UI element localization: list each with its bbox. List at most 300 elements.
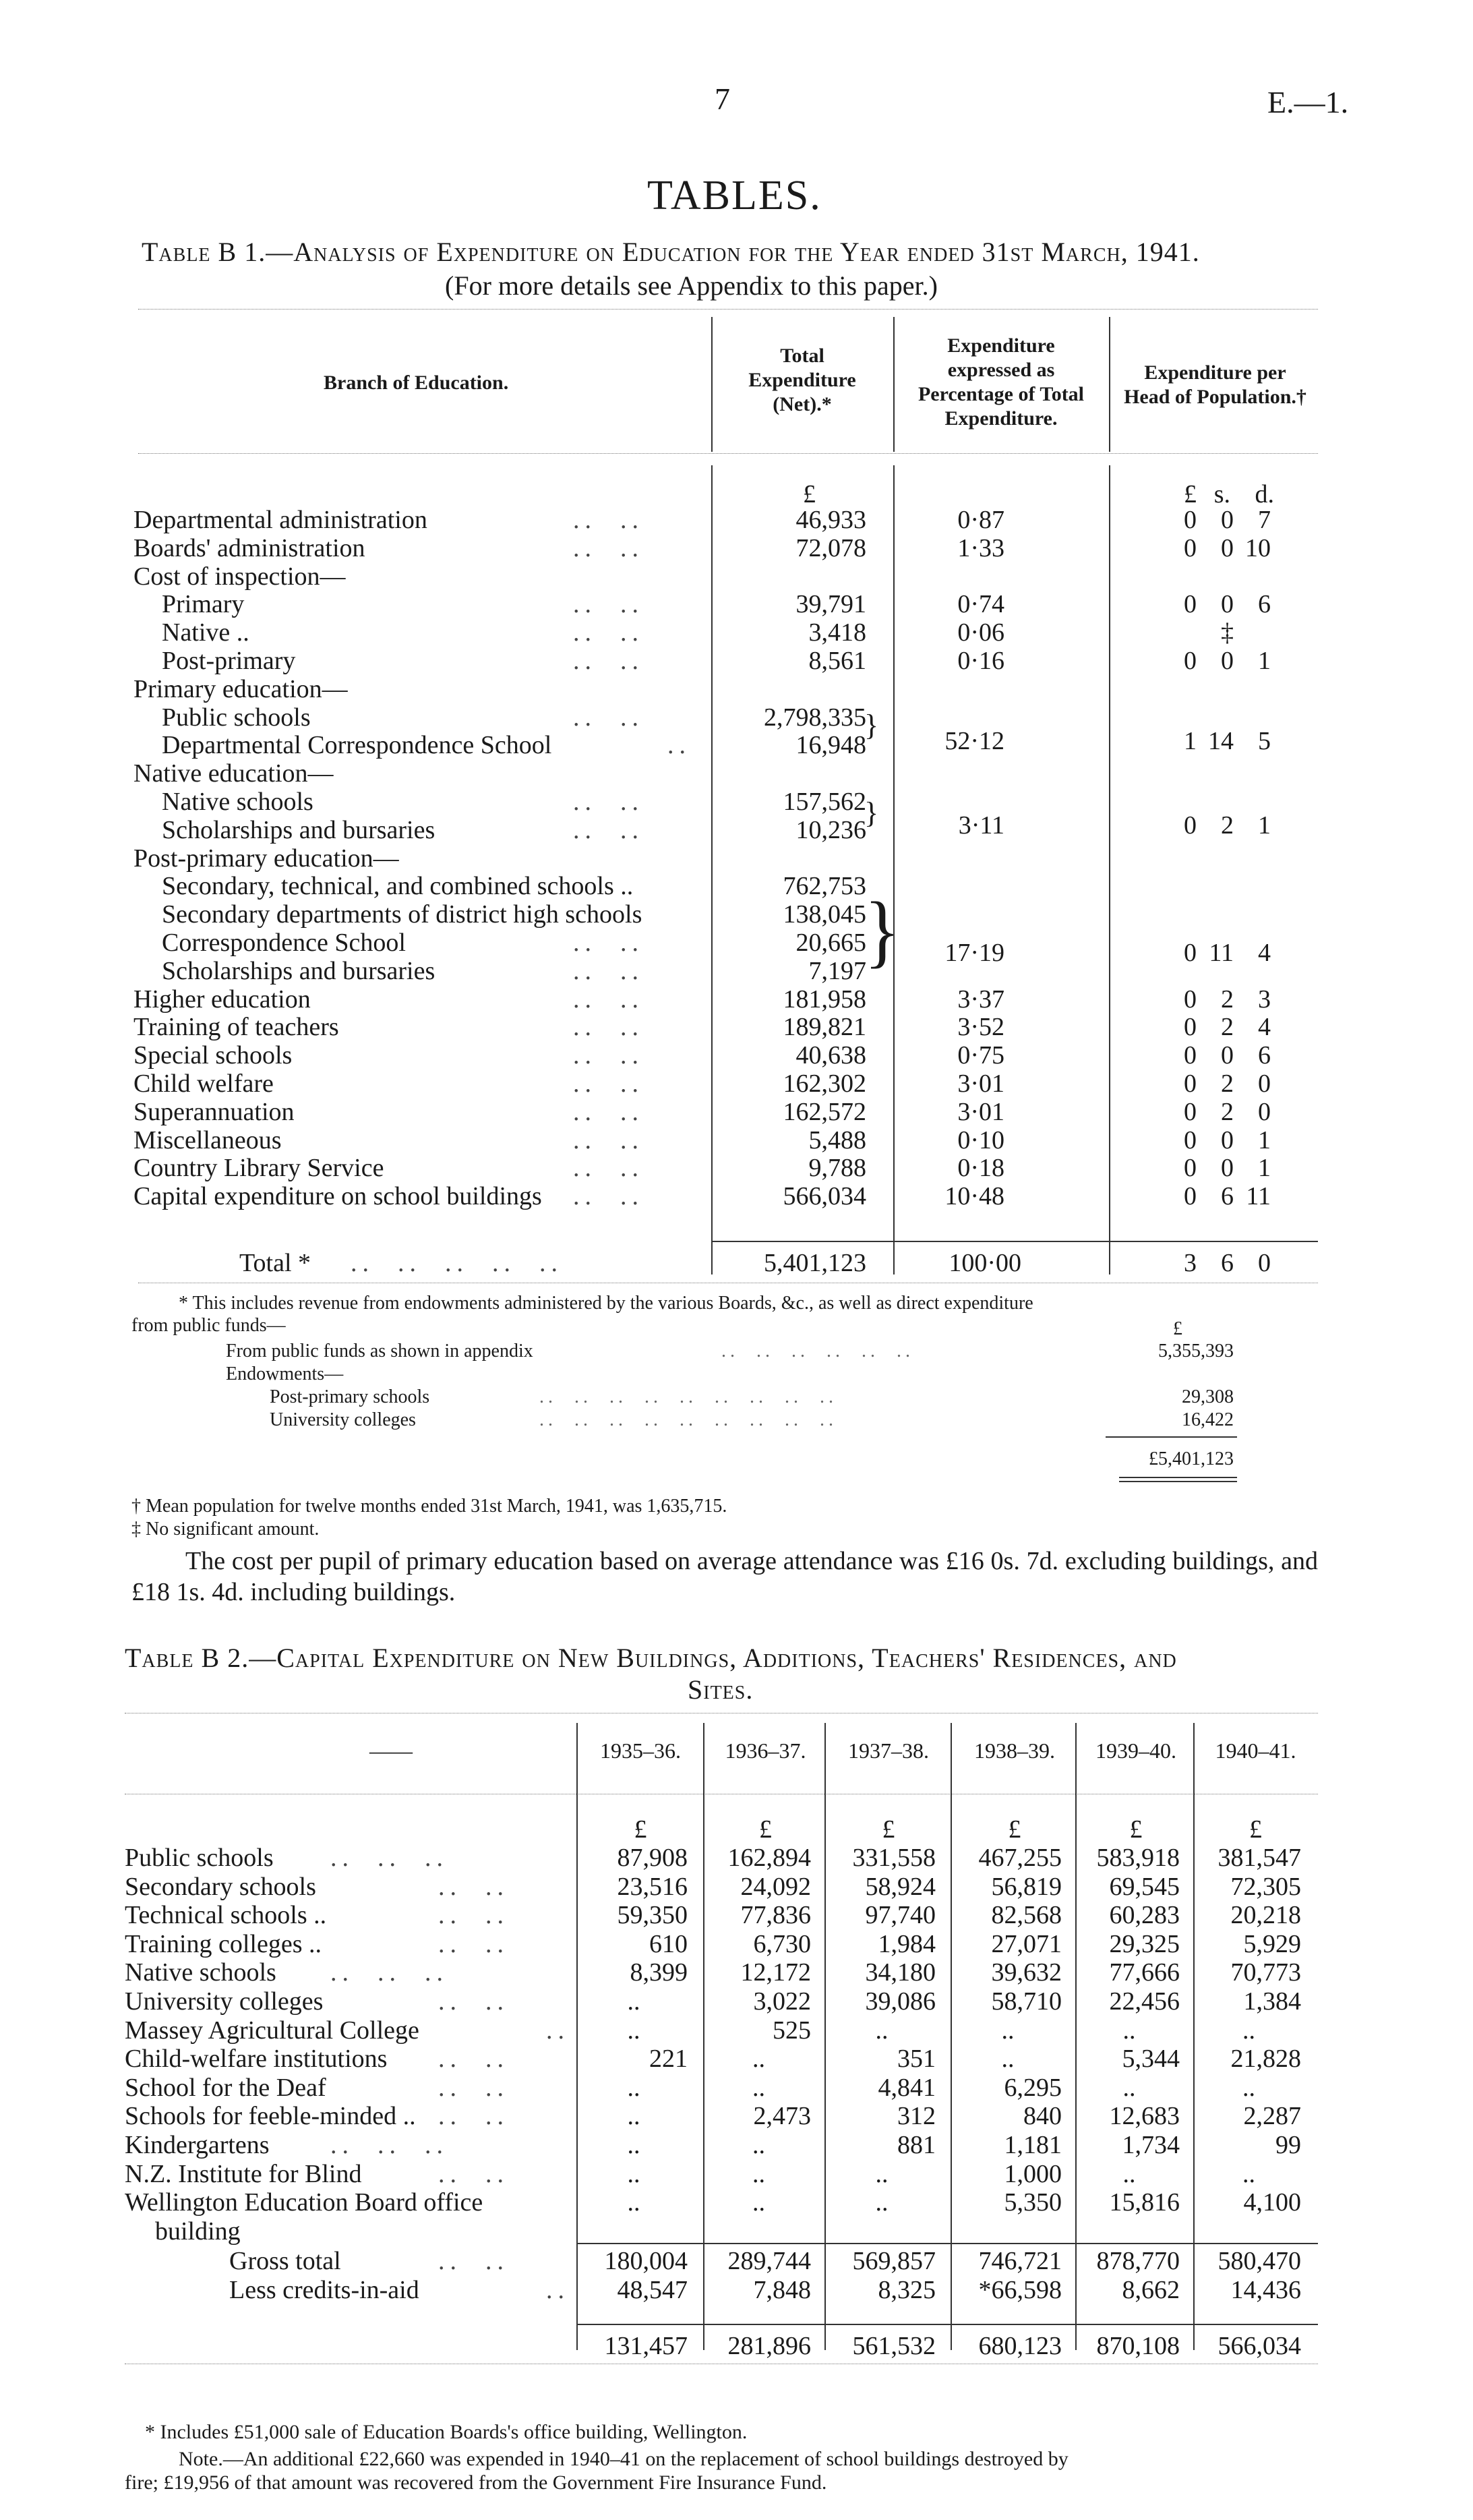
year-header: 1939–40. (1095, 1738, 1176, 1763)
row-label: Kindergartens (125, 2131, 270, 2159)
column-divider (824, 1723, 826, 2350)
unit-symbol: £ (759, 1815, 772, 1844)
year-value: 72,305 (1230, 1872, 1301, 1901)
cell-d: 1 (1258, 647, 1271, 675)
year-value: 561,532 (852, 2332, 936, 2361)
fn-item: From public funds as shown in appendix (226, 1341, 533, 1361)
year-value: 746,721 (978, 2247, 1062, 2276)
row-label: Native .. (162, 618, 249, 647)
year-value: 21,828 (1230, 2045, 1301, 2074)
unit-symbol: £ (1129, 1815, 1143, 1844)
row-label: Primary education— (133, 674, 348, 703)
cell-d: 0 (1258, 1069, 1271, 1098)
year-value: 381,547 (1218, 1844, 1301, 1872)
column-divider (1075, 1723, 1077, 2350)
cell-s: 2 (1221, 985, 1234, 1014)
year-value: .. (1242, 2073, 1255, 2102)
table2-note-cont: fire; £19,956 of that amount was recovered from the Government Fire Insurance Fund. (125, 2471, 827, 2494)
leader-dots: .. .. (573, 956, 644, 985)
year-value: 27,071 (991, 1929, 1062, 1958)
leader-dots: .. .. (438, 1901, 509, 1930)
fn-total: £5,401,123 (1149, 1448, 1234, 1469)
row-label: Post-primary (162, 647, 296, 675)
cell-d: 6 (1258, 590, 1271, 619)
table1-col-divider (711, 317, 713, 452)
header-percentage: Expenditure expressed as Percentage of Total Expenditure. (918, 334, 1085, 430)
leader-dots: .. (546, 2016, 570, 2045)
leader-dots: .. .. (573, 647, 644, 675)
row-label: Departmental administration (133, 506, 427, 534)
cell-pl: 0 (1184, 1154, 1197, 1183)
row-label-cont: building (155, 2217, 241, 2246)
row-label: Higher education (133, 985, 311, 1014)
cell-d: 0 (1258, 1097, 1271, 1126)
year-value: 878,770 (1096, 2247, 1180, 2276)
fn-sum-rule (1106, 1436, 1237, 1438)
row-label: Cost of inspection— (133, 562, 346, 591)
cell-pl: 0 (1184, 1013, 1197, 1042)
cell-pct: 0·74 (957, 590, 1004, 619)
cell-total: 7,197 (808, 956, 866, 985)
year-value: 131,457 (604, 2332, 688, 2361)
cell-total: 162,572 (783, 1097, 866, 1126)
cell-pl: 0 (1184, 506, 1197, 534)
cell-pct: 0·06 (957, 618, 1004, 647)
unit-symbol: £ (882, 1815, 895, 1844)
year-value: .. (1001, 2016, 1015, 2045)
year-value: 5,344 (1122, 2045, 1180, 2074)
cell-s: 2 (1221, 1013, 1234, 1042)
year-value: 281,896 (727, 2332, 811, 2361)
year-value: 1,181 (1004, 2131, 1062, 2159)
year-value: 1,000 (1004, 2159, 1062, 2188)
year-value: 3,022 (753, 1987, 811, 2016)
year-value: 221 (649, 2045, 688, 2074)
cost-paragraph: The cost per pupil of primary education based on average attendance was £16 0s. 7d. excluding buildings, and £18 1s. 4d. including buildings. (131, 1547, 1318, 1606)
cell-total: 46,933 (795, 506, 866, 534)
cell-total: 762,753 (783, 872, 866, 901)
leader-dots: .. .. (573, 929, 644, 957)
row-label: Primary (162, 590, 245, 619)
cell-total: 9,788 (808, 1154, 866, 1183)
row-label: Native education— (133, 759, 334, 788)
year-value: 1,734 (1122, 2131, 1180, 2159)
leader-dots: .. .. .. (330, 1844, 448, 1872)
table1-body-divider (1109, 465, 1110, 1274)
row-label: Training colleges .. (125, 1929, 322, 1958)
year-value: 56,819 (991, 1872, 1062, 1901)
page-number: 7 (715, 82, 730, 116)
year-header: 1940–41. (1215, 1738, 1296, 1763)
cell-s: 0 (1221, 1041, 1234, 1070)
year-header: 1938–39. (974, 1738, 1055, 1763)
header-branch: Branch of Education. (324, 372, 509, 394)
column-divider (951, 1723, 952, 2350)
table2-footnote: * Includes £51,000 sale of Education Boards's office building, Wellington. (145, 2421, 748, 2443)
page-heading: TABLES. (647, 173, 822, 218)
unit-symbol: £ (1249, 1815, 1262, 1844)
year-value: 881 (897, 2131, 936, 2159)
row-label: Superannuation (133, 1097, 295, 1126)
leader-dots: .. .. (438, 2045, 509, 2074)
leader-dots: .. .. .. (330, 1958, 448, 1987)
year-value: 24,092 (740, 1872, 811, 1901)
row-label: Child-welfare institutions (125, 2045, 388, 2074)
table2-caption-cont: Sites. (688, 1674, 754, 1705)
year-value: 6,295 (1004, 2073, 1062, 2102)
leader-dots: .. .. (438, 2247, 509, 2276)
leader-dots: .. .. (438, 1929, 509, 1958)
year-value: .. (752, 2188, 765, 2217)
leader-dots: .. .. (573, 590, 644, 619)
fn-dots: .. .. .. .. .. .. .. .. .. (539, 1386, 837, 1407)
year-value: 77,666 (1109, 1958, 1180, 1987)
year-value: 610 (649, 1929, 688, 1958)
table2-caption: Table B 2.—Capital Expenditure on New Buildings, Additions, Teachers' Residences, and (125, 1643, 1177, 1673)
leader-dots: .. .. (573, 1154, 644, 1183)
year-value: 5,350 (1004, 2188, 1062, 2217)
cell-pct: 10·48 (944, 1182, 1004, 1211)
leader-dots: .. .. (573, 788, 644, 816)
year-value: 20,218 (1230, 1901, 1301, 1930)
footnote-star-cont: from public funds— (131, 1315, 286, 1336)
leader-dots: .. (667, 731, 691, 760)
table1-top-rule (138, 309, 1318, 310)
year-value: 2,473 (753, 2102, 811, 2131)
year-value: 162,894 (727, 1844, 811, 1872)
cell-pct: 0·16 (957, 647, 1004, 675)
row-label: Massey Agricultural College (125, 2016, 419, 2045)
leader-dots: .. .. (573, 506, 644, 534)
brace-native: } (864, 796, 879, 829)
year-value: 15,816 (1109, 2188, 1180, 2217)
row-label: Public schools (162, 703, 311, 732)
year-header: 1936–37. (725, 1738, 806, 1763)
year-value: .. (1122, 2073, 1136, 2102)
row-label: Scholarships and bursaries (162, 815, 435, 844)
year-value: 569,857 (852, 2247, 936, 2276)
cell-d: 11 (1246, 1182, 1271, 1211)
fn-item: Endowments— (226, 1364, 344, 1384)
fn-total-rule (1119, 1481, 1237, 1482)
year-value: 583,918 (1096, 1844, 1180, 1872)
year-value: 351 (897, 2045, 936, 2074)
leader-dots: .. .. (573, 1013, 644, 1042)
cell-pl: 0 (1184, 1097, 1197, 1126)
cell-d: 1 (1258, 1154, 1271, 1183)
table1-body-divider (893, 465, 895, 1274)
total-rule (711, 1241, 1318, 1242)
year-value: 1,984 (878, 1929, 936, 1958)
leader-dots: .. .. (573, 815, 644, 844)
cell-pct: 0·10 (957, 1125, 1004, 1154)
leader-dots: .. .. (573, 618, 644, 647)
unit-symbol: £ (1008, 1815, 1021, 1844)
fn-item: University colleges (270, 1409, 416, 1430)
cell-pl: 0 (1184, 533, 1197, 562)
table1-subcaption: (For more details see Appendix to this paper.) (445, 270, 938, 301)
cell-pct: 0·18 (957, 1154, 1004, 1183)
unit-symbol: £ (634, 1815, 647, 1844)
cell-d: 3 (1258, 985, 1271, 1014)
column-divider (576, 1723, 578, 2350)
no-significant-mark: ‡ (1221, 618, 1234, 647)
year-value: 39,632 (991, 1958, 1062, 1987)
cell-s: 2 (1221, 1069, 1234, 1098)
year-value: 58,924 (865, 1872, 936, 1901)
cell-s: 0 (1221, 1154, 1234, 1183)
cell-pct: 3·01 (957, 1097, 1004, 1126)
leader-dots: .. .. (438, 1987, 509, 2016)
cell-s: 0 (1221, 647, 1234, 675)
row-label: Native schools (162, 788, 313, 816)
cell-total: 566,034 (783, 1182, 866, 1211)
row-label: School for the Deaf (125, 2073, 326, 2102)
row-label: Child welfare (133, 1069, 274, 1098)
year-value: .. (627, 2159, 640, 2188)
fn-dots: .. .. .. .. .. .. .. .. .. (539, 1409, 837, 1430)
year-value: 29,325 (1109, 1929, 1180, 1958)
cell-pl: 0 (1184, 590, 1197, 619)
year-value: 180,004 (604, 2247, 688, 2276)
year-value: 1,384 (1243, 1987, 1301, 2016)
header-per-head: Expenditure per Head of Population.† (1124, 361, 1306, 408)
cell-total: 5,488 (808, 1125, 866, 1154)
brace-post-primary: } (864, 885, 900, 976)
column-divider (703, 1723, 704, 2350)
cell-d: 4 (1258, 1013, 1271, 1042)
year-value: 59,350 (617, 1901, 688, 1930)
cell-total: 8,561 (808, 647, 866, 675)
row-label: Public schools (125, 1844, 274, 1872)
leader-dots: .. .. (573, 1097, 644, 1126)
year-value: 312 (897, 2102, 936, 2131)
cell-total: 138,045 (783, 900, 866, 929)
year-value: 580,470 (1218, 2247, 1301, 2276)
year-value: 5,929 (1243, 1929, 1301, 1958)
year-value: 8,325 (878, 2276, 936, 2304)
year-value: 12,172 (740, 1958, 811, 1987)
cell-s: 0 (1221, 1125, 1234, 1154)
cell-pct: 0·75 (957, 1041, 1004, 1070)
year-value: 22,456 (1109, 1987, 1180, 2016)
leader-dots: .. .. (573, 533, 644, 562)
cell-s: 0 (1221, 590, 1234, 619)
year-value: 8,399 (630, 1958, 688, 1987)
fn-total-rule (1119, 1477, 1237, 1478)
row-label: Departmental Correspondence School (162, 731, 552, 760)
year-value: 2,287 (1243, 2102, 1301, 2131)
year-value: 48,547 (617, 2276, 688, 2304)
row-label: Wellington Education Board office (125, 2188, 483, 2217)
cell-pct: 3·37 (957, 985, 1004, 1014)
row-label: Secondary, technical, and combined schools .. (162, 872, 634, 901)
year-value: .. (627, 2016, 640, 2045)
year-header: 1935–36. (600, 1738, 681, 1763)
table2-stub-header: —— (369, 1738, 413, 1763)
cell-pct: 0·87 (957, 506, 1004, 534)
footnote-dagger: † Mean population for twelve months ended 31st March, 1941, was 1,635,715. (131, 1496, 727, 1517)
leader-dots: .. .. (438, 2159, 509, 2188)
year-value: 680,123 (978, 2332, 1062, 2361)
year-value: .. (627, 2188, 640, 2217)
cell-total: 2,798,335 (764, 703, 866, 732)
cell-pct: 3·52 (957, 1013, 1004, 1042)
leader-dots: .. .. (573, 1041, 644, 1070)
leader-dots: .. .. (573, 1125, 644, 1154)
cell-total: 3,418 (808, 618, 866, 647)
cell-total: 72,078 (795, 533, 866, 562)
leader-dots: .. .. (438, 1872, 509, 1901)
cell-s: 0 (1221, 533, 1234, 562)
year-value: 289,744 (727, 2247, 811, 2276)
cell-total: 189,821 (783, 1013, 866, 1042)
leader-dots: .. .. (573, 985, 644, 1014)
year-value: *66,598 (978, 2276, 1062, 2304)
year-value: .. (752, 2159, 765, 2188)
leader-dots: .. .. (573, 1182, 644, 1211)
year-value: 34,180 (865, 1958, 936, 1987)
cell-total: 10,236 (795, 815, 866, 844)
year-value: 12,683 (1109, 2102, 1180, 2131)
cell-pl: 0 (1184, 647, 1197, 675)
leader-dots: .. .. (438, 2102, 509, 2131)
row-label: Country Library Service (133, 1154, 384, 1183)
cell-d: 7 (1258, 506, 1271, 534)
year-value: 23,516 (617, 1872, 688, 1901)
cell-s: 0 (1221, 506, 1234, 534)
leader-dots: .. .. .. (330, 2131, 448, 2159)
year-value: .. (752, 2073, 765, 2102)
brace-primary: } (864, 709, 879, 742)
header-total: Total Expenditure (Net).* (748, 345, 856, 415)
cell-total: 39,791 (795, 590, 866, 619)
year-value: 870,108 (1096, 2332, 1180, 2361)
row-label: N.Z. Institute for Blind (125, 2159, 362, 2188)
year-value: .. (875, 2159, 889, 2188)
cell-pl: 0 (1184, 1182, 1197, 1211)
year-value: 8,662 (1122, 2276, 1180, 2304)
year-value: 467,255 (978, 1844, 1062, 1872)
table1-header-rule (138, 453, 1318, 454)
year-value: .. (627, 2131, 640, 2159)
year-value: .. (627, 1987, 640, 2016)
row-label: Miscellaneous (133, 1125, 282, 1154)
net-rule (576, 2324, 1318, 2325)
year-value: 14,436 (1230, 2276, 1301, 2304)
year-value: .. (627, 2102, 640, 2131)
table2-note: Note.—An additional £22,660 was expended in 1940–41 on the replacement of school buildings destroyed by (179, 2448, 1069, 2470)
cell-s: 6 (1221, 1182, 1234, 1211)
cell-pl: 0 (1184, 1041, 1197, 1070)
row-label: Secondary departments of district high schools (162, 900, 642, 929)
row-label: University colleges (125, 1987, 324, 2016)
year-value: .. (1122, 2016, 1136, 2045)
page-reference: E.—1. (1267, 85, 1349, 119)
cell-total: 181,958 (783, 985, 866, 1014)
row-label: Post-primary education— (133, 844, 399, 873)
row-label: Native schools (125, 1958, 276, 1987)
row-label: Correspondence School (162, 929, 406, 957)
year-value: 7,848 (753, 2276, 811, 2304)
year-value: 97,740 (865, 1901, 936, 1930)
cell-pct: 1·33 (957, 533, 1004, 562)
footnote-star: * This includes revenue from endowments administered by the various Boards, &c., as well as direct expenditure (179, 1293, 1033, 1314)
leader-dots: .. (546, 2276, 570, 2304)
table1-col-divider (893, 317, 895, 452)
row-label: Secondary schools (125, 1872, 316, 1901)
fn-item: Post-primary schools (270, 1386, 430, 1407)
cell-pl: 0 (1184, 1125, 1197, 1154)
cell-total: 40,638 (795, 1041, 866, 1070)
fn-value: 16,422 (1182, 1409, 1234, 1430)
row-label: Scholarships and bursaries (162, 956, 435, 985)
column-divider (1193, 1723, 1195, 2350)
year-value: .. (1122, 2159, 1136, 2188)
cell-s: 2 (1221, 1097, 1234, 1126)
row-label: Schools for feeble-minded .. (125, 2102, 416, 2131)
row-label: Training of teachers (133, 1013, 339, 1042)
cell-total: 157,562 (783, 788, 866, 816)
row-label: Technical schools .. (125, 1901, 327, 1930)
year-value: 70,773 (1230, 1958, 1301, 1987)
year-value: 77,836 (740, 1901, 811, 1930)
year-value: .. (1001, 2045, 1015, 2074)
year-header: 1937–38. (848, 1738, 929, 1763)
row-label: Gross total (229, 2247, 341, 2276)
fn-pound: £ (1173, 1318, 1182, 1339)
year-value: .. (752, 2131, 765, 2159)
cell-d: 1 (1258, 1125, 1271, 1154)
row-label: Capital expenditure on school buildings (133, 1182, 542, 1211)
table1-col-divider (1109, 317, 1110, 452)
year-value: 39,086 (865, 1987, 936, 2016)
year-value: .. (875, 2188, 889, 2217)
gross-rule (576, 2243, 1318, 2244)
leader-dots: .. .. (573, 703, 644, 732)
leader-dots: .. .. (573, 1069, 644, 1098)
year-value: .. (627, 2073, 640, 2102)
cell-total: 20,665 (795, 929, 866, 957)
footnote-ddagger: ‡ No significant amount. (131, 1519, 320, 1540)
fn-value: 5,355,393 (1158, 1341, 1234, 1361)
table1-body-divider (711, 465, 713, 1274)
year-value: 525 (773, 2016, 811, 2045)
year-value: 87,908 (617, 1844, 688, 1872)
cell-d: 6 (1258, 1041, 1271, 1070)
cell-pl: 0 (1184, 1069, 1197, 1098)
year-value: 4,841 (878, 2073, 936, 2102)
year-value: 60,283 (1109, 1901, 1180, 1930)
year-value: 4,100 (1243, 2188, 1301, 2217)
row-label: Boards' administration (133, 533, 365, 562)
year-value: .. (1242, 2016, 1255, 2045)
cell-pl: 0 (1184, 985, 1197, 1014)
cell-total: 162,302 (783, 1069, 866, 1098)
fn-value: 29,308 (1182, 1386, 1234, 1407)
year-value: 69,545 (1109, 1872, 1180, 1901)
row-label: Less credits-in-aid (229, 2276, 419, 2304)
row-label: Special schools (133, 1041, 293, 1070)
year-value: 840 (1023, 2102, 1062, 2131)
year-value: .. (1242, 2159, 1255, 2188)
year-value: 99 (1275, 2131, 1301, 2159)
year-value: 58,710 (991, 1987, 1062, 2016)
cell-total: 16,948 (795, 731, 866, 760)
cell-pct: 3·01 (957, 1069, 1004, 1098)
cell-d: 10 (1245, 533, 1271, 562)
year-value: 82,568 (991, 1901, 1062, 1930)
